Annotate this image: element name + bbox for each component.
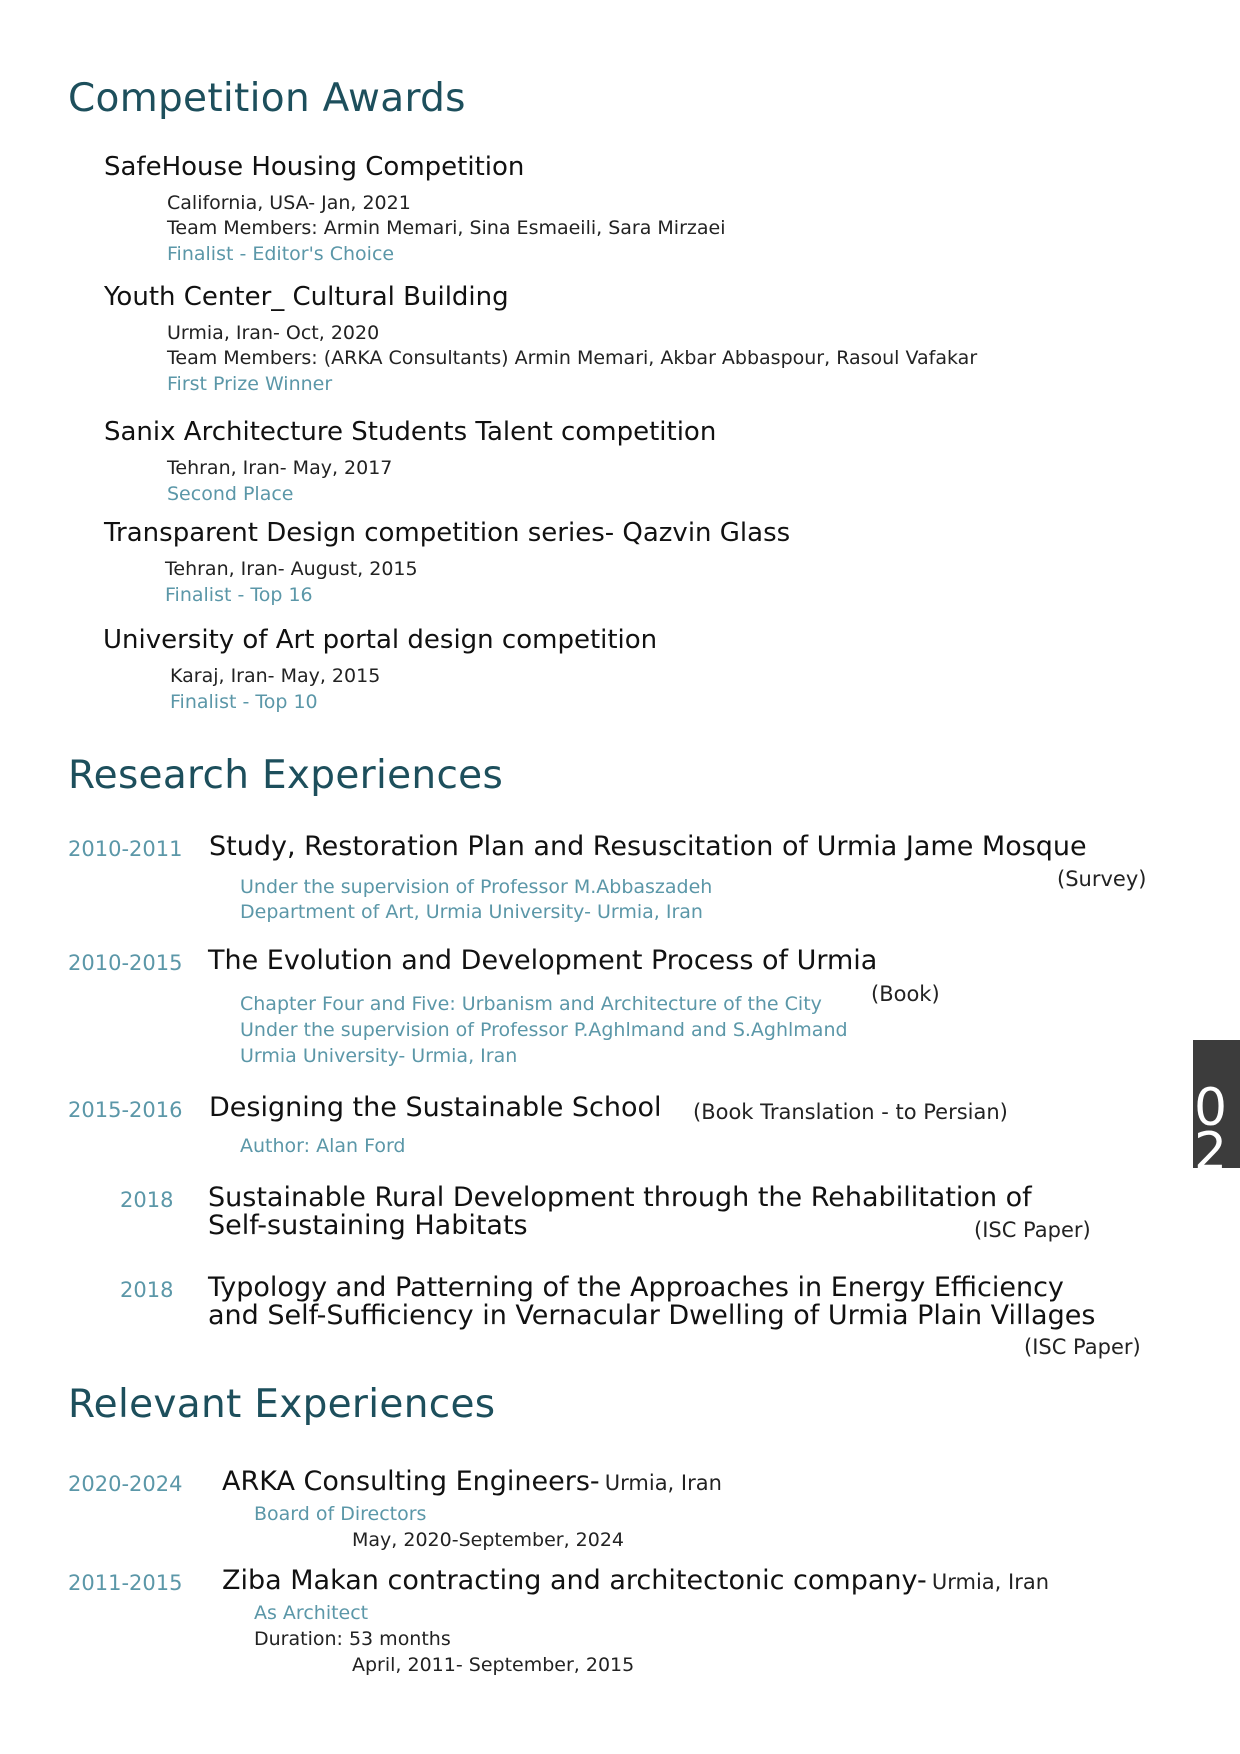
research-title-line: Sustainable Rural Development through the Rehabilitation of — [208, 1182, 1032, 1213]
research-years: 2018 — [120, 1188, 174, 1212]
relevant-dates: April, 2011- September, 2015 — [352, 1654, 635, 1676]
research-type: (ISC Paper) — [1024, 1335, 1141, 1359]
competition-team: Team Members: (ARKA Consultants) Armin Memari, Akbar Abbaspour, Rasoul Vafakar — [167, 347, 978, 369]
relevant-role: As Architect — [254, 1602, 369, 1624]
research-detail: Urmia University- Urmia, Iran — [240, 1045, 518, 1067]
section-title-relevant-experiences: Relevant Experiences — [68, 1382, 496, 1427]
competition-title: SafeHouse Housing Competition — [104, 152, 525, 182]
research-title-line: and Self-Sufficiency in Vernacular Dwelling of Urmia Plain Villages — [208, 1300, 1096, 1331]
competition-team: Team Members: Armin Memari, Sina Esmaeili, Sara Mirzaei — [167, 217, 726, 239]
competition-award: Second Place — [167, 483, 294, 505]
page-number-digit: 2 — [1194, 1122, 1228, 1168]
research-years: 2015-2016 — [68, 1098, 183, 1122]
relevant-duration: Duration: 53 months — [254, 1628, 451, 1650]
relevant-years: 2011-2015 — [68, 1571, 183, 1595]
competition-title: Sanix Architecture Students Talent competition — [104, 417, 717, 447]
research-detail: Author: Alan Ford — [240, 1135, 406, 1157]
competition-place-date: Urmia, Iran- Oct, 2020 — [167, 322, 380, 344]
relevant-company: Ziba Makan contracting and architectonic company- — [222, 1565, 927, 1596]
research-detail: Under the supervision of Professor P.Aghlmand and S.Aghlmand — [240, 1019, 848, 1041]
relevant-dates: May, 2020-September, 2024 — [352, 1529, 625, 1551]
research-title: Study, Restoration Plan and Resuscitation of Urmia Jame Mosque — [209, 831, 1087, 862]
competition-place-date: Karaj, Iran- May, 2015 — [170, 665, 381, 687]
page-number-tab — [1193, 1040, 1240, 1168]
research-type: (Book) — [871, 982, 940, 1006]
section-title-research-experiences: Research Experiences — [68, 753, 504, 798]
competition-award: Finalist - Editor's Choice — [167, 243, 395, 265]
research-detail: Under the supervision of Professor M.Abbaszadeh — [240, 876, 713, 898]
research-detail: Department of Art, Urmia University- Urmia, Iran — [240, 901, 703, 923]
research-years: 2010-2015 — [68, 951, 183, 975]
competition-title: University of Art portal design competition — [103, 625, 658, 655]
competition-title: Youth Center_ Cultural Building — [104, 282, 509, 312]
competition-place-date: Tehran, Iran- May, 2017 — [167, 457, 393, 479]
research-title: Designing the Sustainable School — [209, 1092, 662, 1123]
page-number-digit: 0 — [1194, 1078, 1228, 1138]
relevant-role: Board of Directors — [254, 1503, 427, 1525]
research-title-line: Typology and Patterning of the Approaches in Energy Efficiency — [208, 1272, 1064, 1303]
relevant-company: ARKA Consulting Engineers- — [222, 1466, 600, 1497]
relevant-company-line — [222, 1565, 1049, 1596]
research-type: (Survey) — [1057, 867, 1147, 891]
competition-title: Transparent Design competition series- Qazvin Glass — [104, 518, 791, 548]
competition-place-date: California, USA- Jan, 2021 — [167, 192, 411, 214]
research-title: The Evolution and Development Process of Urmia — [208, 945, 878, 976]
relevant-location: Urmia, Iran — [931, 1570, 1050, 1594]
research-title-line: Self-sustaining Habitats — [208, 1210, 528, 1241]
research-years: 2018 — [120, 1278, 174, 1302]
competition-award: Finalist - Top 16 — [165, 584, 313, 606]
competition-award: First Prize Winner — [167, 373, 333, 395]
relevant-company-line — [222, 1466, 722, 1497]
research-type: (ISC Paper) — [974, 1218, 1091, 1242]
research-years: 2010-2011 — [68, 837, 183, 861]
competition-award: Finalist - Top 10 — [170, 691, 318, 713]
relevant-years: 2020-2024 — [68, 1472, 183, 1496]
research-detail: Chapter Four and Five: Urbanism and Architecture of the City — [240, 993, 822, 1015]
research-type: (Book Translation - to Persian) — [693, 1100, 1008, 1124]
competition-place-date: Tehran, Iran- August, 2015 — [165, 558, 418, 580]
relevant-location: Urmia, Iran — [604, 1471, 722, 1495]
section-title-competition-awards: Competition Awards — [68, 76, 466, 121]
